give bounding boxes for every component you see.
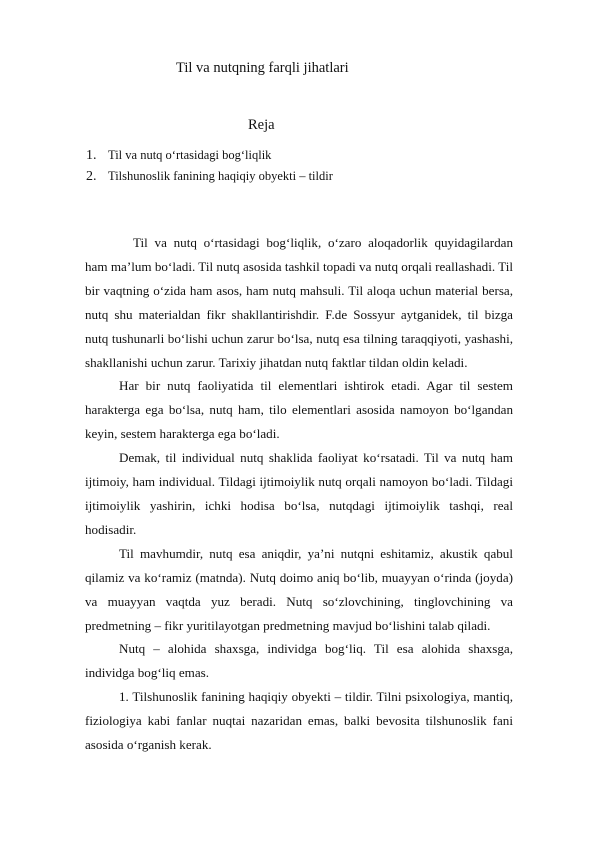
plan-list [86,145,333,187]
body-paragraph: Til mavhumdir, nutq esa aniqdir, ya’ni nutqni eshitamiz, akustik qabul qilamiz va ko‘ramiz (matnda). Nutq doimo aniq bo‘lib, muayyan o‘rinda (joyda) va muayyan vaqtda yuz beradi. Nutq so‘zlovchining, tinglovchining va predmetning – fikr yuritilayotgan predmetning mavjud bo‘lishini talab qiladi. [85,545,513,633]
body-paragraph: Til va nutq o‘rtasidagi bog‘liqlik, o‘zaro aloqadorlik quyidagilardan ham ma’lum bo‘ladi. Til nutq asosida tashkil topadi va nutq orqali reallashadi. Til bir vaqtning o‘zida ham asos, ham nutq mahsuli. Til aloqa uchun material bersa, nutq shu materialdan fikr shakllantirishdir. F.de Sossyur aytganidek, til bizga nutq tushunarli bo‘lishi uchun zarur bo‘lsa, nutq esa tilning taraqqiyoti, yashashi, shakllanishi uchun zarur. Tarixiy jihatdan nutq faktlar tildan oldin keladi. [85,235,513,370]
plan-item [86,166,333,187]
plan-item-text: Tilshunoslik fanining haqiqiy obyekti – tildir [108,169,333,183]
body-paragraph: Nutq – alohida shaxsga, individga bog‘liq. Til esa alohida shaxsga, individga bog‘liq emas. [85,641,513,681]
plan-item [86,145,333,166]
plan-item-number: 1. [86,148,97,163]
document-body [85,231,513,757]
plan-item-text: Til va nutq o‘rtasidagi bog‘liqlik [108,148,272,162]
body-paragraph: 1. Tilshunoslik fanining haqiqiy obyekti – tildir. Tilni psixologiya, mantiq, fiziologiya kabi fanlar nuqtai nazaridan emas, balki bevosita tilshunoslik fani asosida o‘rganish kerak. [85,689,513,753]
plan-heading: Reja [248,117,275,133]
document-title: Til va nutqning farqli jihatlari [176,60,349,76]
body-paragraph: Har bir nutq faoliyatida til elementlari ishtirok etadi. Agar til sestem harakterga ega bo‘lsa, nutq ham, tilo elementlari asosida namoyon bo‘lgandan keyin, sestem harakterga ega bo‘ladi. [85,378,513,442]
body-paragraph: Demak, til individual nutq shaklida faoliyat ko‘rsatadi. Til va nutq ham ijtimoiy, ham individual. Tildagi ijtimoiylik nutq orqali namoyon bo‘ladi. Tildagi ijtimoiylik yashirin, ichki hodisa bo‘lsa, nutqdagi ijtimoiylik tashqi, real hodisadir. [85,450,513,537]
plan-item-number: 2. [86,169,97,184]
